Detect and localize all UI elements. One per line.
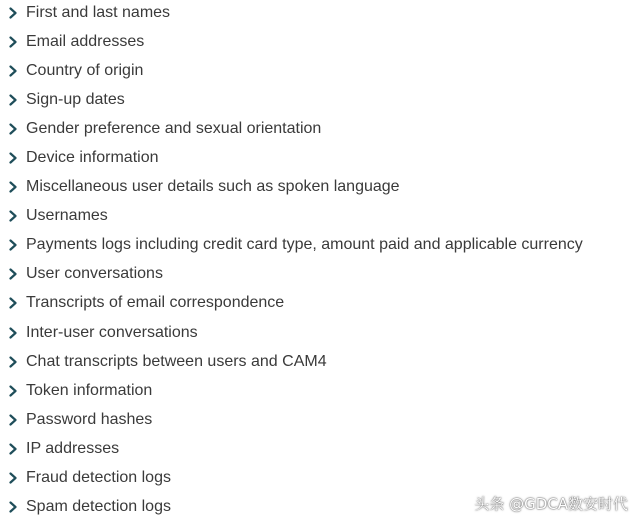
list-item-label: Fraud detection logs (26, 469, 171, 487)
chevron-right-icon (7, 414, 19, 426)
list-item (0, 376, 640, 405)
list-item-label: Transcripts of email correspondence (26, 294, 285, 312)
chevron-right-icon (7, 268, 19, 280)
list-item-label: User conversations (26, 265, 163, 283)
list-item (0, 434, 640, 463)
list-item-label: Inter-user conversations (26, 323, 198, 341)
chevron-right-icon (7, 356, 19, 368)
chevron-right-icon (7, 123, 19, 135)
list-item (0, 405, 640, 434)
list-item-label: Device information (26, 149, 159, 167)
list-item-label: Email addresses (26, 32, 145, 50)
list-item-label: IP addresses (26, 439, 120, 457)
list-item-label: Chat transcripts between users and CAM4 (26, 352, 327, 370)
list-item (0, 0, 640, 27)
list-item-label: Sign-up dates (26, 90, 125, 108)
list-item (0, 202, 640, 231)
chevron-right-icon (7, 501, 19, 513)
chevron-right-icon (7, 385, 19, 397)
watermark: 头条 @GDCA数安时代 (474, 495, 628, 513)
chevron-right-icon (7, 210, 19, 222)
list-item (0, 173, 640, 202)
chevron-right-icon (7, 297, 19, 309)
list-item (0, 260, 640, 289)
list-item-label: Spam detection logs (26, 498, 171, 516)
chevron-right-icon (7, 181, 19, 193)
list-item (0, 347, 640, 376)
list-item-label: Miscellaneous user details such as spoken language (26, 178, 400, 196)
list-item (0, 143, 640, 172)
chevron-right-icon (7, 152, 19, 164)
chevron-right-icon (7, 239, 19, 251)
list-item-label: Payments logs including credit card type, amount paid and applicable currency (26, 236, 583, 254)
list-item (0, 231, 640, 260)
list-item (0, 464, 640, 493)
list-item-label: Token information (26, 381, 153, 399)
list-item (0, 85, 640, 114)
list-item (0, 56, 640, 85)
chevron-right-icon (7, 36, 19, 48)
list-item-label: Gender preference and sexual orientation (26, 119, 322, 137)
list-item-label: Country of origin (26, 61, 144, 79)
chevron-right-icon (7, 443, 19, 455)
chevron-right-icon (7, 327, 19, 339)
chevron-right-icon (7, 7, 19, 19)
list-item (0, 27, 640, 56)
list-item-label: Usernames (26, 207, 108, 225)
chevron-right-icon (7, 65, 19, 77)
list-item-label: First and last names (26, 3, 171, 21)
list-item (0, 318, 640, 347)
list-item-label: Password hashes (26, 410, 153, 428)
list-item (0, 114, 640, 143)
chevron-right-icon (7, 94, 19, 106)
list-item (0, 289, 640, 318)
chevron-right-icon (7, 472, 19, 484)
